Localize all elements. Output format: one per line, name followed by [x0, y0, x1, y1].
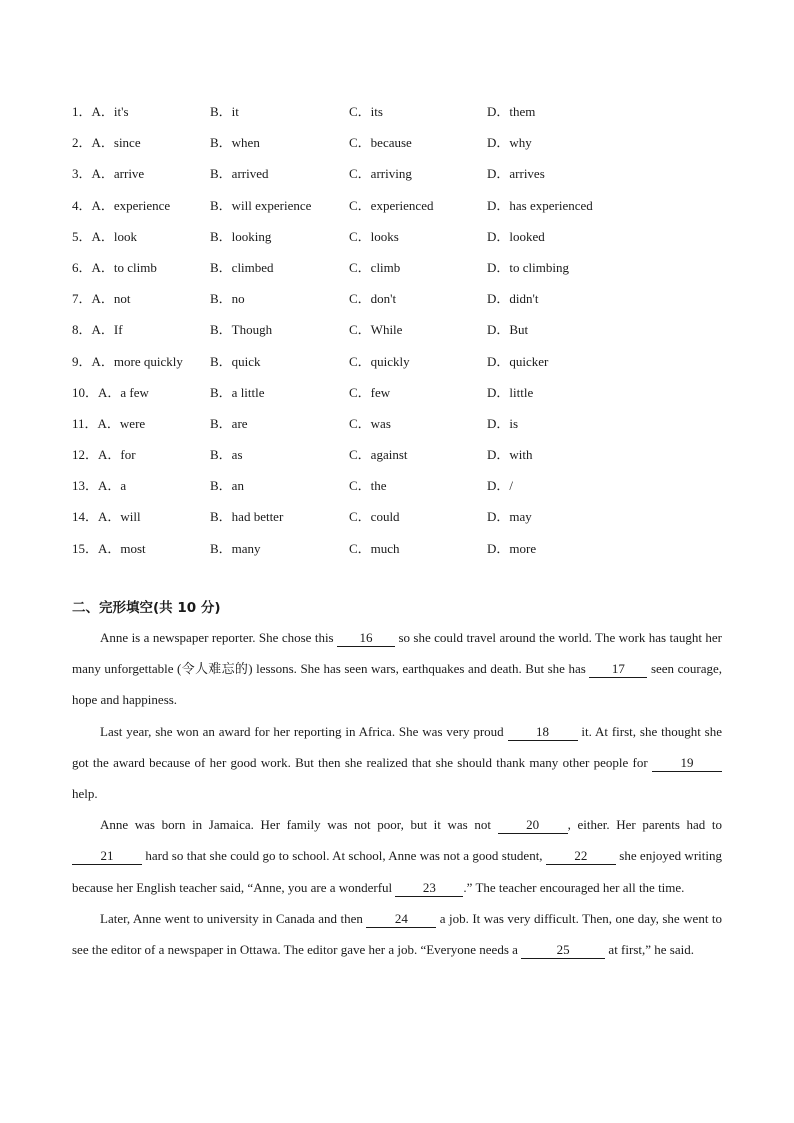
option-b[interactable]: B．when [210, 135, 260, 151]
option-c[interactable]: C．much [349, 540, 400, 556]
question-row [72, 319, 722, 350]
question-row [72, 382, 722, 413]
blank-16[interactable]: 16 [337, 630, 395, 647]
option-a[interactable]: 15．A．most [72, 540, 146, 556]
passage-text: , either. Her parents had to [567, 817, 722, 833]
option-d[interactable]: D．quicker [487, 353, 549, 369]
question-row [72, 475, 722, 506]
passage-text: Last year, she won an award for her reporting in Africa. She was very proud [100, 723, 508, 739]
passage-paragraph-3 [72, 809, 722, 903]
option-d[interactable]: D．little [487, 384, 534, 400]
option-a[interactable]: 3．A．arrive [72, 166, 145, 182]
option-c[interactable]: C．few [349, 384, 391, 400]
option-d[interactable]: D．may [487, 509, 532, 525]
question-row [72, 288, 722, 319]
option-c[interactable]: C．experienced [349, 197, 434, 213]
question-row [72, 195, 722, 226]
option-a[interactable]: 2．A．since [72, 135, 141, 151]
blank-23[interactable]: 23 [395, 880, 463, 897]
option-c[interactable]: C．don't [349, 291, 397, 307]
option-a[interactable]: 6．A．to climb [72, 259, 157, 275]
option-d[interactable]: D．But [487, 322, 529, 338]
option-c[interactable]: C．climb [349, 259, 401, 275]
option-b[interactable]: B．are [210, 415, 248, 431]
option-d[interactable]: D．/ [487, 478, 514, 494]
question-row [72, 351, 722, 382]
blank-17[interactable]: 17 [589, 661, 647, 678]
blank-22[interactable]: 22 [546, 848, 616, 865]
option-a[interactable]: 7．A．not [72, 291, 131, 307]
option-a[interactable]: 5．A．look [72, 228, 138, 244]
option-d[interactable]: D．didn't [487, 291, 539, 307]
passage-text: it. At first, she thought she got the award because of her good work. But then she realized that she should thank many other people for [72, 723, 722, 770]
blank-25[interactable]: 25 [521, 942, 605, 959]
cloze-passage [72, 622, 722, 965]
option-b[interactable]: B．had better [210, 509, 284, 525]
blank-21[interactable]: 21 [72, 848, 142, 865]
option-a[interactable]: 8．A．If [72, 322, 123, 338]
option-c[interactable]: C．While [349, 322, 403, 338]
option-d[interactable]: D．more [487, 540, 537, 556]
question-row [72, 101, 722, 132]
option-b[interactable]: B．it [210, 104, 239, 119]
option-b[interactable]: B．will experience [210, 197, 312, 213]
question-row [72, 257, 722, 288]
question-row [72, 226, 722, 257]
passage-text: a job. It was very difficult. Then, one day, she went to see the editor of a newspaper in Ottawa. The editor gave her a job. “Everyone needs a [72, 910, 722, 958]
option-b[interactable]: B．Though [210, 322, 273, 338]
option-d[interactable]: D．arrives [487, 166, 545, 182]
option-a[interactable]: 13．A．a [72, 478, 127, 494]
option-c[interactable]: C．the [349, 478, 387, 494]
option-b[interactable]: B．no [210, 291, 245, 307]
option-b[interactable]: B．many [210, 540, 261, 556]
options-table [72, 101, 722, 569]
option-a[interactable]: 14．A．will [72, 509, 141, 525]
option-b[interactable]: B．an [210, 478, 244, 494]
option-a[interactable]: 10．A．a few [72, 384, 149, 400]
question-row [72, 506, 722, 537]
question-row [72, 538, 722, 569]
passage-text: Anne was born in Jamaica. Her family was not poor, but it was not [100, 817, 498, 833]
option-c[interactable]: C．could [349, 509, 400, 525]
passage-paragraph-4 [72, 903, 722, 965]
passage-text: hard so that she could go to school. At school, Anne was not a good student, [142, 848, 546, 864]
option-b[interactable]: B．as [210, 447, 243, 463]
option-d[interactable]: D．looked [487, 228, 545, 244]
question-row [72, 163, 722, 194]
blank-18[interactable]: 18 [508, 724, 578, 741]
option-d[interactable]: D．to climbing [487, 259, 569, 275]
passage-text: help. [72, 786, 98, 802]
option-a[interactable]: 1．A．it's [72, 104, 129, 119]
passage-text: at first,” he said. [605, 942, 694, 958]
passage-text: Anne is a newspaper reporter. She chose this [100, 630, 338, 645]
option-c[interactable]: C．because [349, 135, 412, 151]
option-b[interactable]: B．quick [210, 353, 261, 369]
passage-text: .” The teacher encouraged her all the time. [463, 879, 685, 895]
passage-paragraph-1 [72, 622, 722, 716]
option-d[interactable]: D．them [487, 104, 536, 119]
passage-text: she enjoyed writing because her English teacher said, “Anne, you are a wonderful [72, 848, 722, 895]
option-a[interactable]: 12．A．for [72, 447, 136, 463]
option-c[interactable]: C．its [349, 104, 383, 119]
option-d[interactable]: D．is [487, 415, 519, 431]
option-a[interactable]: 9．A．more quickly [72, 353, 183, 369]
option-c[interactable]: C．quickly [349, 353, 410, 369]
option-b[interactable]: B．a little [210, 384, 265, 400]
option-c[interactable]: C．arriving [349, 166, 412, 182]
option-b[interactable]: B．arrived [210, 166, 269, 182]
option-c[interactable]: C．against [349, 447, 408, 463]
passage-paragraph-2 [72, 716, 722, 810]
passage-text: Later, Anne went to university in Canada and then [100, 910, 367, 926]
blank-24[interactable]: 24 [366, 911, 436, 928]
option-d[interactable]: D．why [487, 135, 532, 151]
option-b[interactable]: B．climbed [210, 259, 274, 275]
passage-text: seen courage, hope and happiness. [72, 661, 722, 708]
passage-text: so she could travel around the world. The work has taught her many unforgettable (令人难忘的) lessons. She has seen wars, earthquakes and death. But she has [72, 630, 722, 677]
question-row [72, 132, 722, 163]
option-b[interactable]: B．looking [210, 228, 272, 244]
option-d[interactable]: D．has experienced [487, 197, 593, 213]
option-a[interactable]: 11．A．were [72, 415, 146, 431]
blank-19[interactable]: 19 [652, 755, 722, 772]
option-d[interactable]: D．with [487, 447, 533, 463]
question-row [72, 413, 722, 444]
section-title: 二、完形填空(共 10 分) [72, 600, 221, 616]
option-c[interactable]: C．looks [349, 228, 399, 244]
blank-20[interactable]: 20 [498, 817, 568, 834]
option-c[interactable]: C．was [349, 415, 391, 431]
option-a[interactable]: 4．A．experience [72, 197, 171, 213]
question-row [72, 444, 722, 475]
